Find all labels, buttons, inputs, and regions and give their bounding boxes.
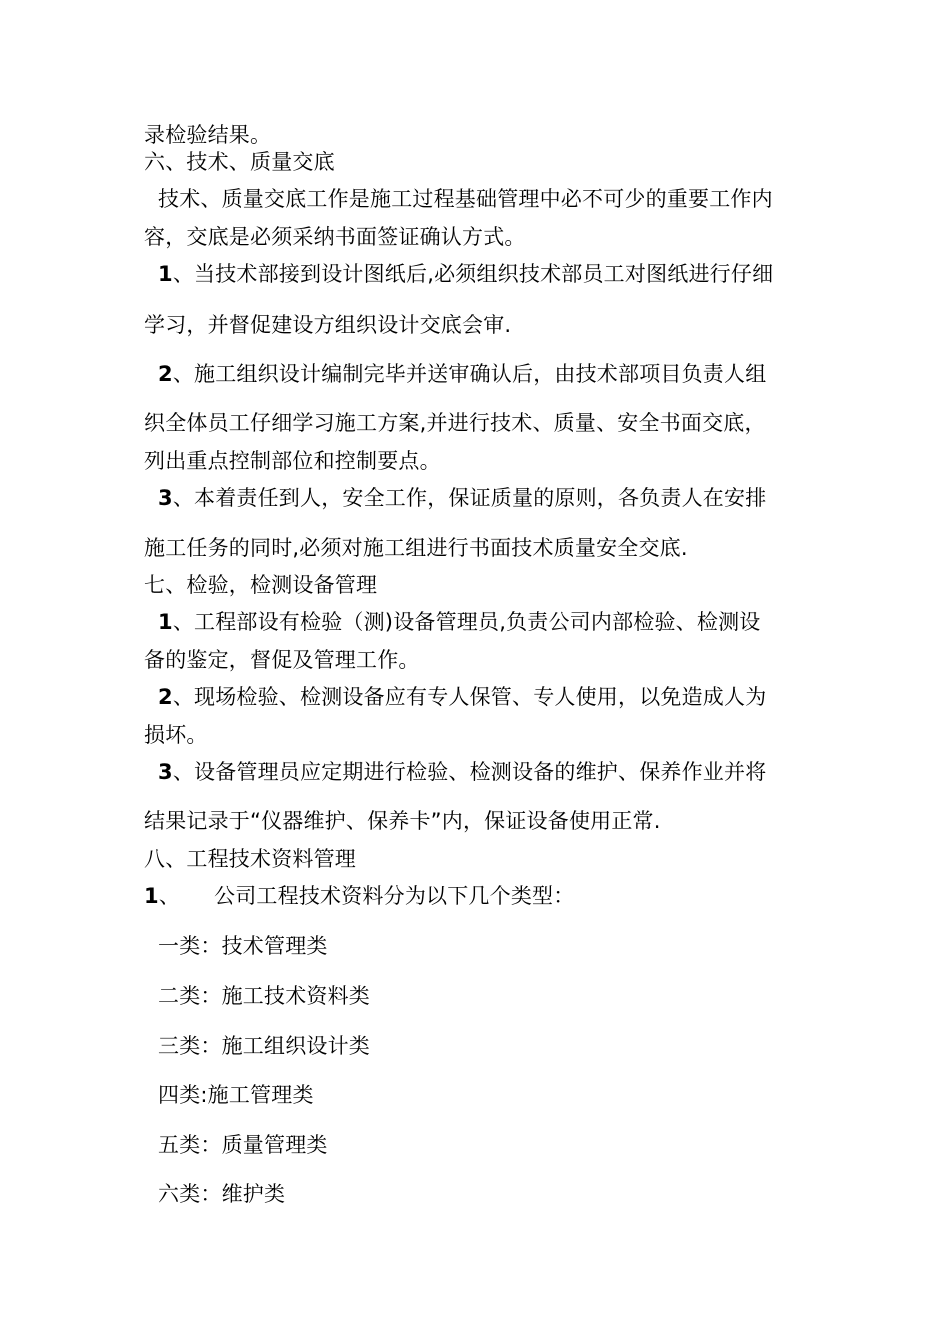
list-text: 公司工程技术资料分为以下几个类型： (214, 884, 575, 908)
list-item (158, 485, 828, 511)
list-item (158, 609, 828, 635)
list-text: 、工程部设有检验（测)设备管理员,负责公司内部检验、检测设 (172, 610, 761, 634)
text-line: 容，交底是必须采纳书面签证确认方式。 (144, 225, 526, 249)
text-line: 损坏。 (144, 723, 208, 747)
text-line: 施工任务的同时,必须对施工组进行书面技术质量安全交底. (144, 536, 688, 560)
section-heading: 七、检验，检测设备管理 (144, 573, 378, 597)
text-line: 录检验结果。 (144, 123, 272, 147)
text-line: 备的鉴定，督促及管理工作。 (144, 648, 420, 672)
category-item: 六类：维护类 (158, 1182, 286, 1206)
category-item: 五类：质量管理类 (158, 1133, 328, 1157)
category-item: 二类：施工技术资料类 (158, 984, 370, 1008)
section-heading: 八、工程技术资料管理 (144, 847, 356, 871)
category-item: 四类:施工管理类 (158, 1083, 314, 1107)
category-item: 一类：技术管理类 (158, 934, 328, 958)
list-item (158, 759, 828, 785)
text-line: 技术、质量交底工作是施工过程基础管理中必不可少的重要工作内 (158, 187, 773, 211)
section-heading: 六、技术、质量交底 (144, 150, 335, 174)
text-line: 列出重点控制部位和控制要点。 (144, 449, 441, 473)
list-number: 1 (158, 262, 173, 286)
list-number: 3 (158, 760, 173, 784)
list-number: 1 (144, 884, 159, 908)
list-item (144, 883, 814, 909)
text-line: 织全体员工仔细学习施工方案,并进行技术、质量、安全书面交底， (144, 411, 766, 435)
list-item (158, 361, 828, 387)
list-text: 、现场检验、检测设备应有专人保管、专人使用，以免造成人为 (172, 685, 767, 709)
list-item (158, 684, 828, 710)
category-item: 三类：施工组织设计类 (158, 1034, 370, 1058)
list-text: 、 (158, 884, 181, 908)
list-number: 1 (158, 610, 173, 634)
list-number: 2 (158, 685, 173, 709)
list-item (158, 261, 828, 287)
list-text: 、设备管理员应定期进行检验、检测设备的维护、保养作业并将 (172, 760, 767, 784)
list-text: 、当技术部接到设计图纸后,必须组织技术部员工对图纸进行仔细 (172, 262, 774, 286)
text-line: 学习，并督促建设方组织设计交底会审. (144, 313, 512, 337)
list-text: 、施工组织设计编制完毕并送审确认后，由技术部项目负责人组 (172, 362, 767, 386)
list-text: 、本着责任到人，安全工作，保证质量的原则，各负责人在安排 (172, 486, 767, 510)
list-number: 2 (158, 362, 173, 386)
list-number: 3 (158, 486, 173, 510)
text-line: 结果记录于“仪器维护、保养卡”内，保证设备使用正常. (144, 809, 661, 833)
